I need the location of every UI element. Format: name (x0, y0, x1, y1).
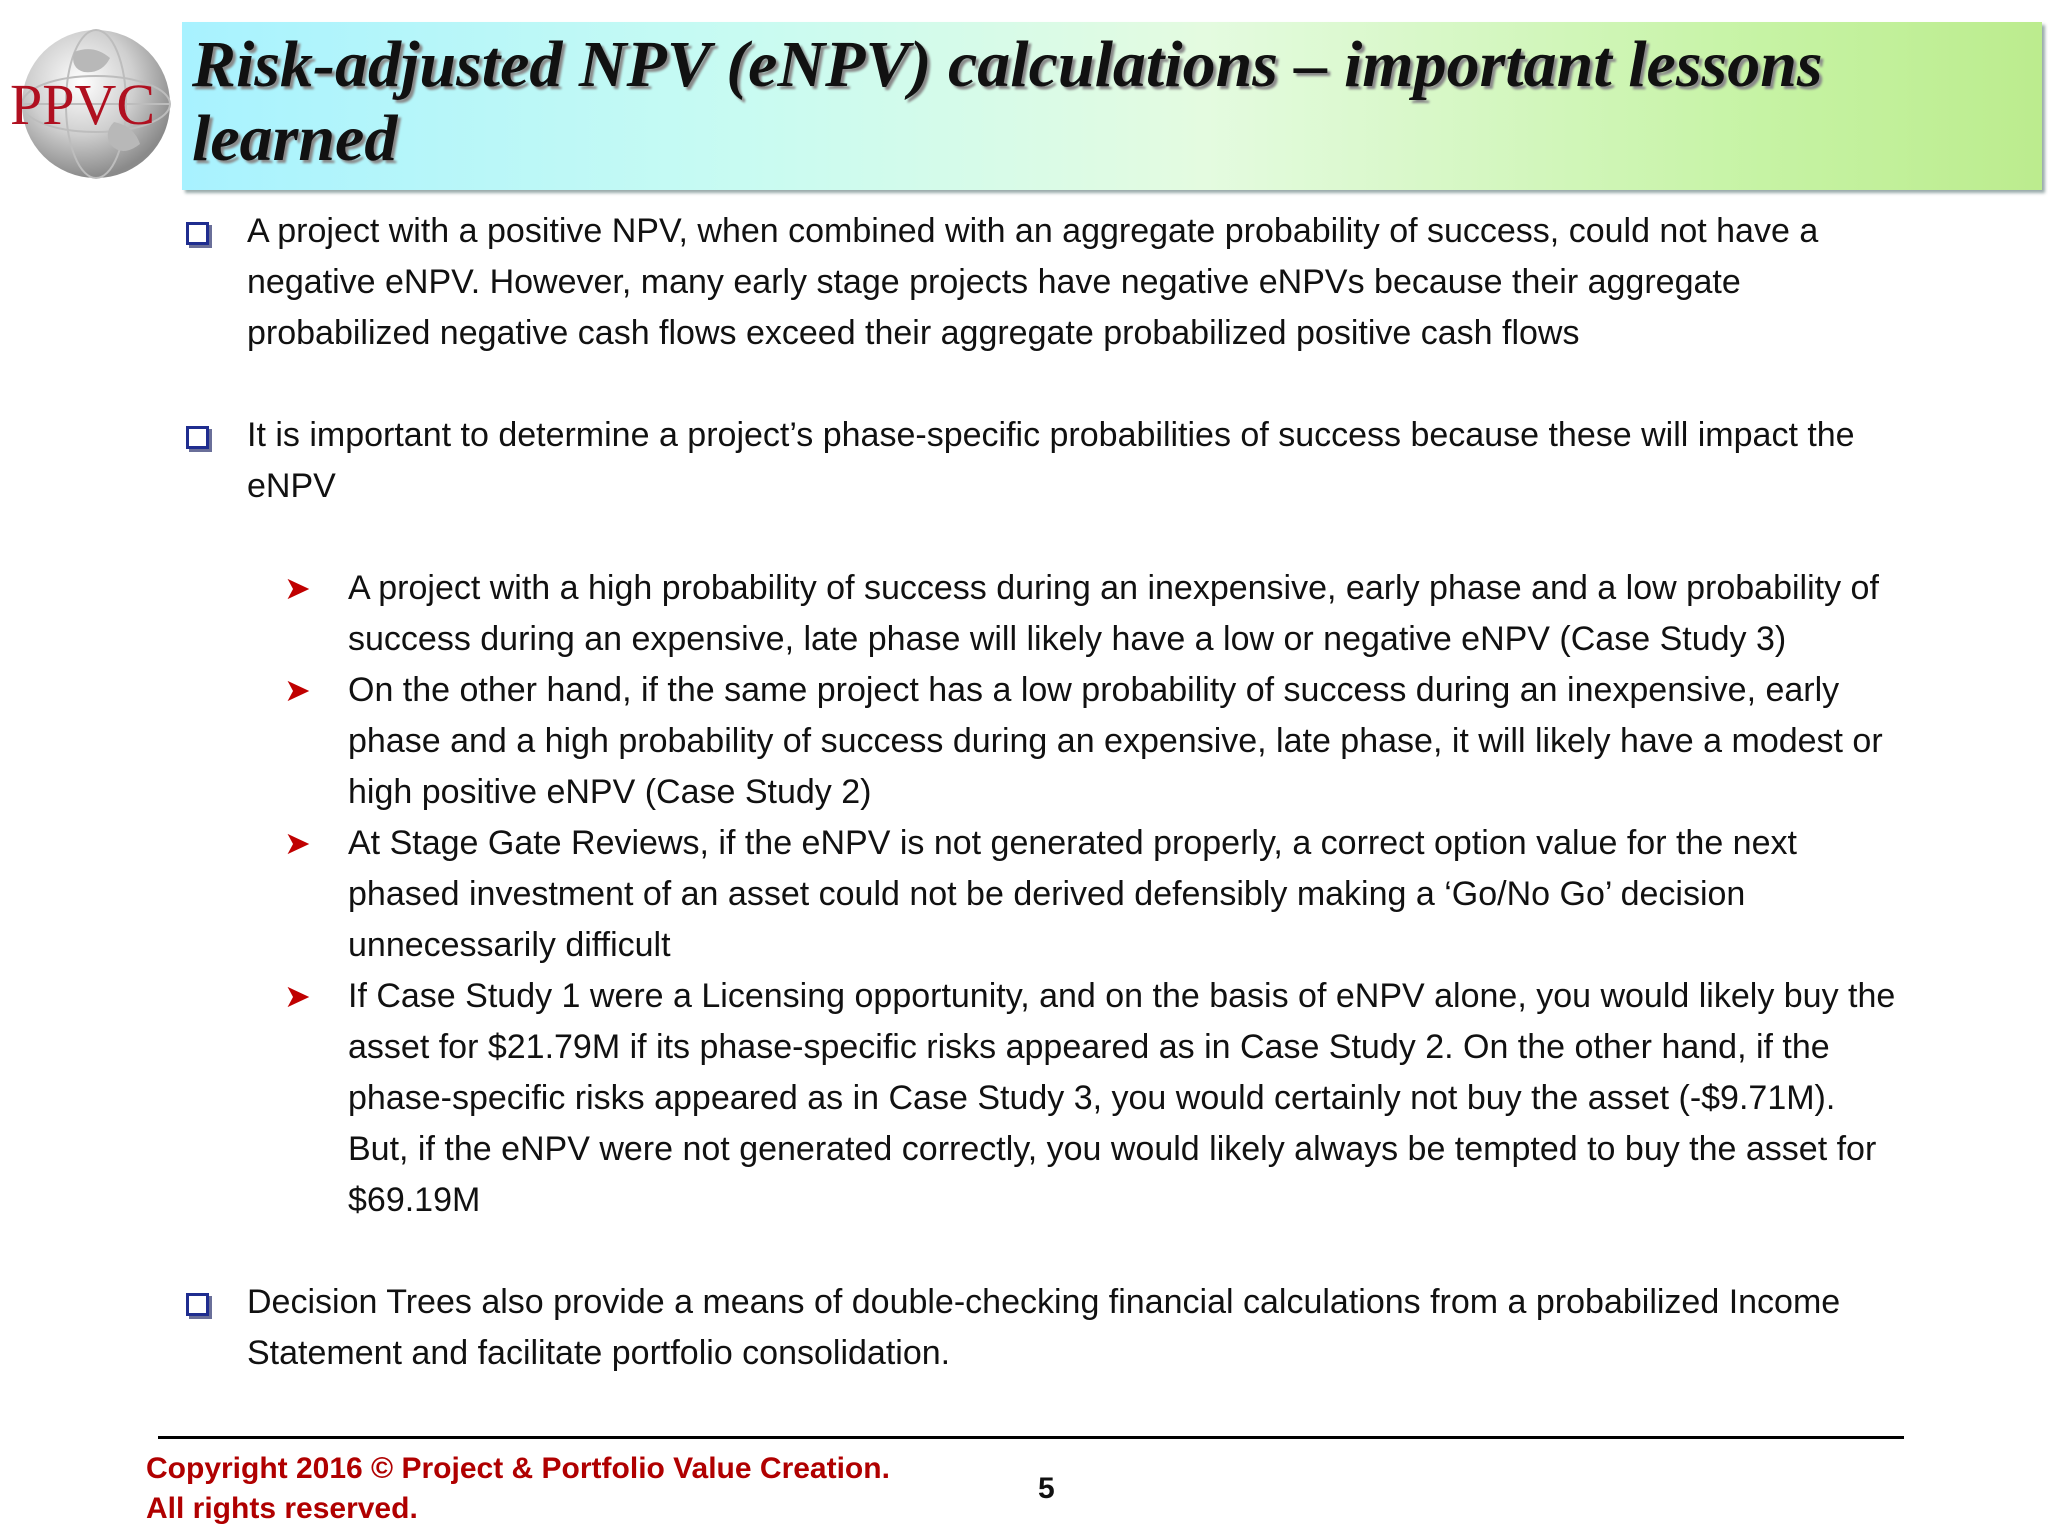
copyright-line: Copyright 2016 © Project & Portfolio Value Creation. (146, 1452, 890, 1485)
sub-bullet-text: At Stage Gate Reviews, if the eNPV is not generated properly, a correct option value for the next phased investment of an asset could not be derived defensibly making a ‘Go/No Go’ decision unnecessarily difficult (348, 824, 1797, 964)
square-bullet-icon (186, 1293, 209, 1316)
bullet-item (185, 410, 1905, 512)
square-bullet-icon (186, 426, 209, 449)
copyright-notice (146, 1449, 890, 1529)
logo-text: PPVC (10, 72, 156, 137)
bullet-text: A project with a positive NPV, when combined with an aggregate probability of success, could not have a negative eNPV. However, many early stage projects have negative eNPVs because their aggregate probabilized negative cash flows exceed their aggregate probabilized positive cash flows (247, 212, 1819, 352)
bullet-text: Decision Trees also provide a means of double-checking financial calculations from a probabilized Income Statement and facilitate portfolio consolidation. (247, 1283, 1841, 1372)
page-title: Risk-adjusted NPV (eNPV) calculations – important lessons learned (192, 28, 1823, 175)
ppvc-logo (4, 12, 180, 188)
bullet-item (185, 1277, 1905, 1379)
sub-bullet-text: If Case Study 1 were a Licensing opportunity, and on the basis of eNPV alone, you would likely buy the asset for $21.79M if its phase-specific risks appeared as in Case Study 2. On the other hand, if the phase-specific risks appeared as in Case Study 3, you would certainly not buy the asset (-$9.71M). But, if the eNPV were not generated correctly, you would likely always be tempted to buy the asset for $69.19M (348, 977, 1896, 1219)
arrow-bullet-icon: ➤ (284, 825, 311, 861)
copyright-line: All rights reserved. (146, 1492, 418, 1525)
sub-bullet-text: A project with a high probability of success during an inexpensive, early phase and a low probability of success during an expensive, late phase will likely have a low or negative eNPV (Case Study 3) (348, 569, 1879, 658)
sub-bullet-text: On the other hand, if the same project has a low probability of success during an inexpensive, early phase and a high probability of success during an expensive, late phase, it will likely have a modest or high positive eNPV (Case Study 2) (348, 671, 1883, 811)
bullet-item (185, 206, 1905, 359)
bullet-text: It is important to determine a project’s phase-specific probabilities of success because these will impact the eNPV (247, 416, 1855, 505)
sub-bullet-item (185, 971, 1905, 1226)
title-bar (182, 22, 2042, 190)
slide-content (185, 206, 1905, 1379)
arrow-bullet-icon: ➤ (284, 570, 311, 606)
sub-bullet-item (185, 818, 1905, 971)
arrow-bullet-icon: ➤ (284, 978, 311, 1014)
sub-bullet-item (185, 665, 1905, 818)
sub-bullet-item (185, 563, 1905, 665)
arrow-bullet-icon: ➤ (284, 672, 311, 708)
globe-logo-icon (4, 12, 180, 188)
page-number: 5 (1038, 1472, 1055, 1505)
square-bullet-icon (186, 222, 209, 245)
footer-divider (158, 1436, 1904, 1439)
